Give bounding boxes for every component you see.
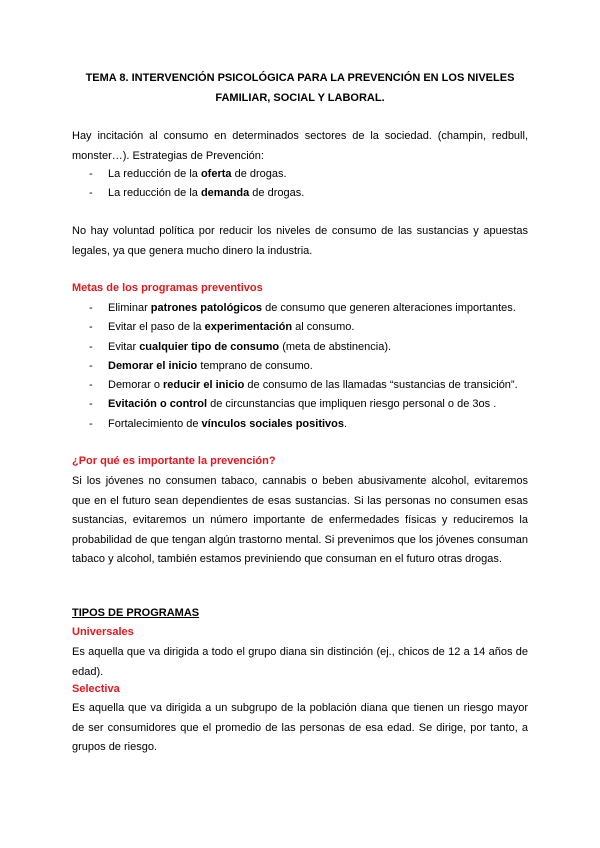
page-title-line-2: FAMILIAR, SOCIAL Y LABORAL.: [215, 92, 385, 104]
intro-paragraph: Hay incitación al consumo en determinados sectores de la sociedad. (champin, redbull, monster…). Estrategias de Prevención:: [72, 130, 528, 162]
bullet-dash: -: [89, 187, 93, 200]
list-item: - Eliminar patrones patológicos de consumo que generen alteraciones importantes.: [72, 299, 532, 318]
bullet-dash: -: [89, 359, 93, 372]
list-item: - Evitar el paso de la experimentación al consumo.: [72, 318, 532, 337]
universal-heading: Universales: [72, 626, 134, 638]
list-item: - La reducción de la oferta de drogas.: [72, 165, 532, 184]
politics-paragraph: No hay voluntad política por reducir los niveles de consumo de las sustancias y apuestas legales, ya que genera mucho dinero la industria.: [72, 225, 528, 257]
selective-paragraph: Es aquella que va dirigida a un subgrupo de la población diana que tienen un riesgo mayor de ser consumidores que el promedio de las personas de esa edad. Se dirige, por tanto, a grupos de riesgo.: [72, 702, 528, 754]
list-item: - Demorar el inicio temprano de consumo.: [72, 357, 532, 376]
goals-list: [72, 299, 532, 434]
list-item: - Demorar o reducir el inicio de consumo de las llamadas “sustancias de transición”.: [72, 376, 532, 395]
why-heading: ¿Por qué es importante la prevención?: [72, 455, 276, 467]
list-item: - La reducción de la demanda de drogas.: [72, 184, 532, 203]
bullet-dash: -: [89, 168, 93, 180]
page-title: [60, 68, 540, 108]
list-item: - Fortalecimiento de vínculos sociales positivos.: [72, 415, 532, 434]
bullet-dash: -: [89, 340, 93, 353]
selective-heading: Selectiva: [72, 683, 120, 695]
goals-heading: Metas de los programas preventivos: [72, 282, 263, 294]
why-paragraph: Si los jóvenes no consumen tabaco, cannabis o beben abusivamente alcohol, evitaremos que en el futuro sean dependientes de esas sustancias. Si las personas no consumen esas sustancias, evitaremos un número importante de enfermedades físicas y reduciremos la probabilidad de que tengan algún trastorno mental. Si prevenimos que los jóvenes consuman tabaco y alcohol, también estamos previniendo que consuman en el futuro otras drogas.: [72, 475, 528, 566]
bullet-dash: -: [89, 321, 93, 334]
list-item: - Evitación o control de circunstancias que impliquen riesgo personal o de 3os .: [72, 395, 532, 414]
strategy-list: [72, 165, 532, 204]
bullet-dash: -: [89, 379, 93, 392]
program-types-heading: TIPOS DE PROGRAMAS: [72, 607, 200, 619]
bullet-dash: -: [89, 398, 93, 411]
bullet-dash: -: [89, 417, 93, 430]
list-item: - Evitar cualquier tipo de consumo (meta de abstinencia).: [72, 338, 532, 357]
universal-paragraph: Es aquella que va dirigida a todo el grupo diana sin distinción (ej., chicos de 12 a 14 años de edad).: [72, 646, 528, 678]
bullet-dash: -: [89, 302, 93, 314]
page-title-line-1: TEMA 8. INTERVENCIÓN PSICOLÓGICA PARA LA PREVENCIÓN EN LOS NIVELES: [85, 72, 515, 84]
